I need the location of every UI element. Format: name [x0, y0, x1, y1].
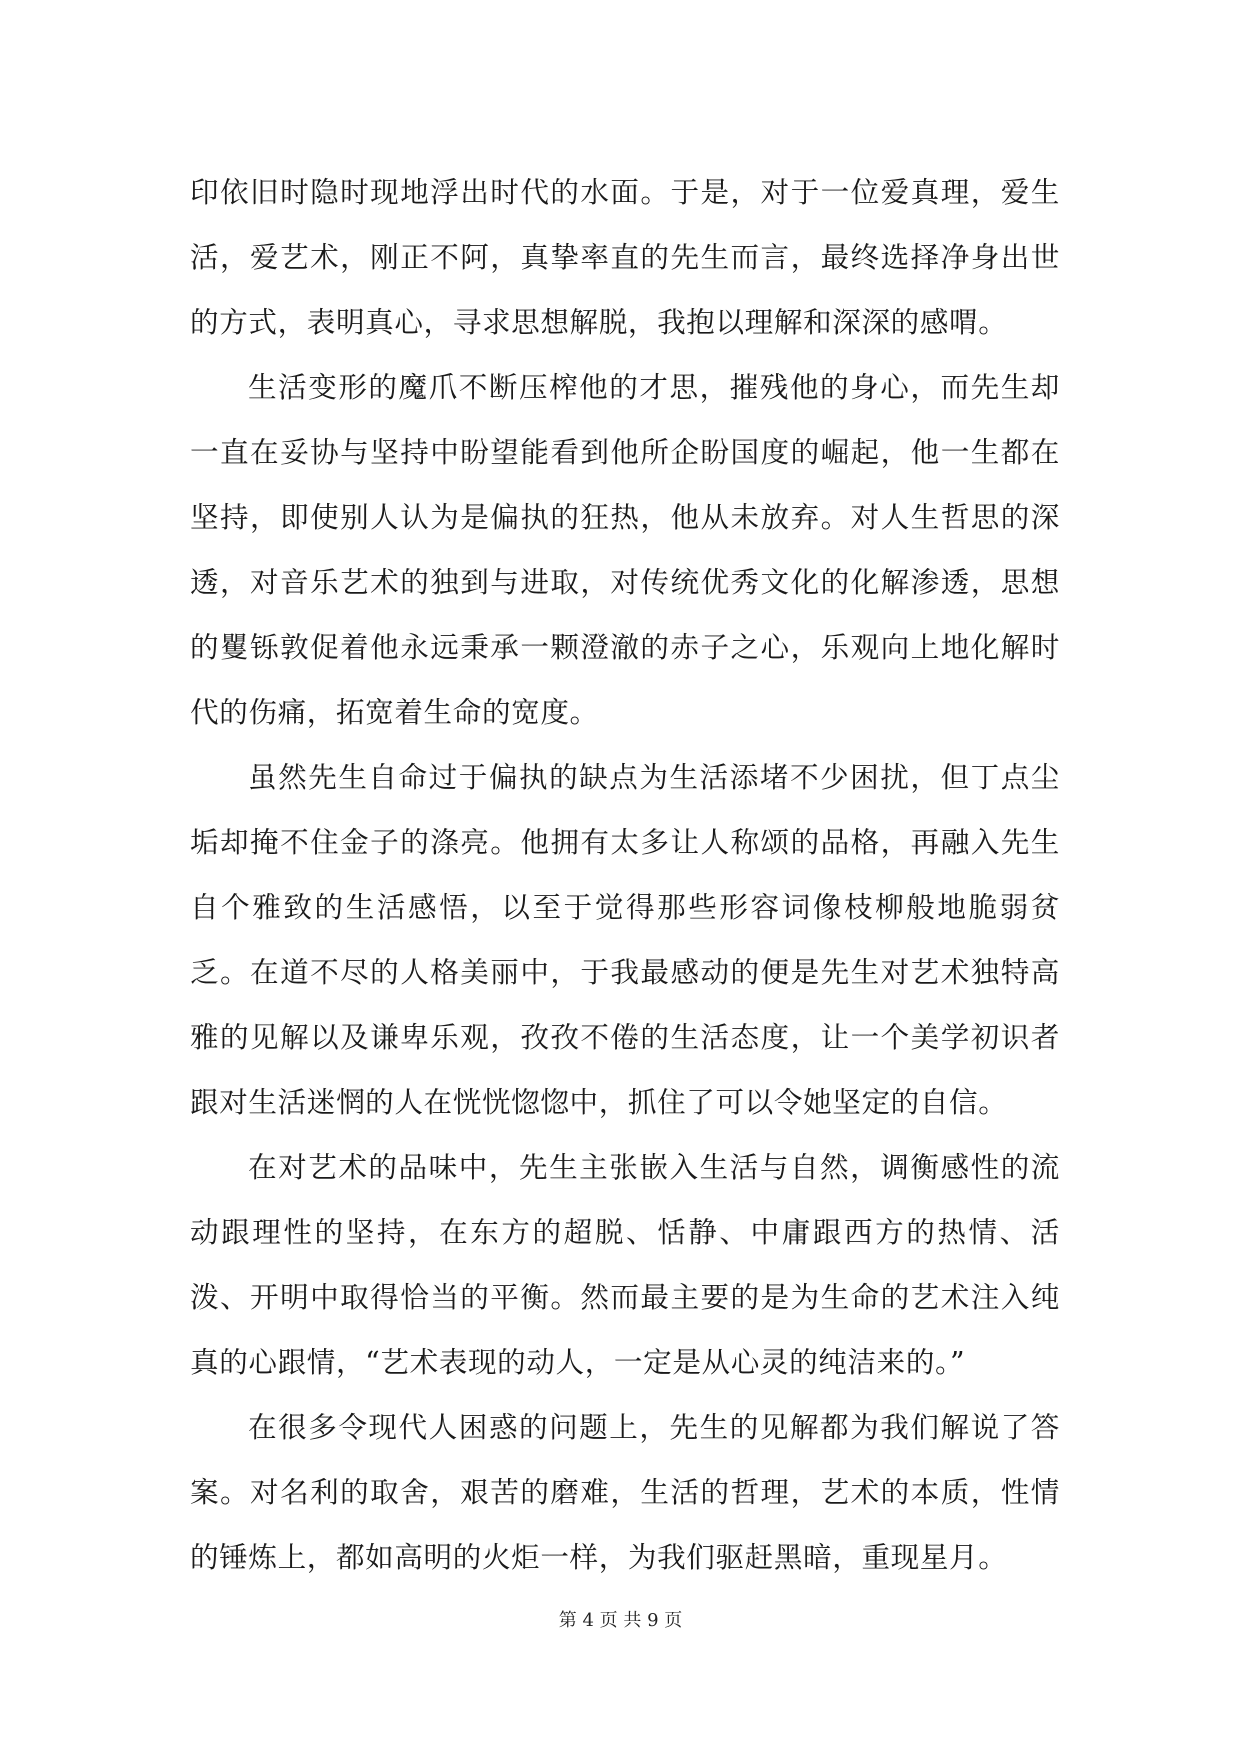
paragraph-4: 在对艺术的品味中，先生主张嵌入生活与自然，调衡感性的流动跟理性的坚持，在东方的超脱、恬静、中庸跟西方的热情、活泼、开明中取得恰当的平衡。然而最主要的是为生命的艺术注入纯真的心跟情，“艺术表现的动人，一定是从心灵的纯洁来的。” — [190, 1150, 1060, 1379]
paragraph-5: 在很多令现代人困惑的问题上，先生的见解都为我们解说了答案。对名利的取舍，艰苦的磨难，生活的哲理，艺术的本质，性情的锤炼上，都如高明的火炬一样，为我们驱赶黑暗，重现星月。 — [190, 1410, 1060, 1574]
page-footer: 第 4 页 共 9 页 — [558, 1610, 683, 1631]
document-body — [190, 160, 1060, 1590]
paragraph-2: 生活变形的魔爪不断压榨他的才思，摧残他的身心，而先生却一直在妥协与坚持中盼望能看到他所企盼国度的崛起，他一生都在坚持，即使别人认为是偏执的狂热，他从未放弃。对人生哲思的深透，对音乐艺术的独到与进取，对传统优秀文化的化解渗透，思想的矍铄敦促着他永远秉承一颗澄澈的赤子之心，乐观向上地化解时代的伤痛，拓宽着生命的宽度。 — [190, 370, 1060, 729]
paragraph-1: 印依旧时隐时现地浮出时代的水面。于是，对于一位爱真理，爱生活，爱艺术，刚正不阿，真挚率直的先生而言，最终选择净身出世的方式，表明真心，寻求思想解脱，我抱以理解和深深的感喟。 — [190, 175, 1060, 339]
paragraph-3: 虽然先生自命过于偏执的缺点为生活添堵不少困扰，但丁点尘垢却掩不住金子的涤亮。他拥有太多让人称颂的品格，再融入先生自个雅致的生活感悟，以至于觉得那些形容词像枝柳般地脆弱贫乏。在道不尽的人格美丽中，于我最感动的便是先生对艺术独特高雅的见解以及谦卑乐观，孜孜不倦的生活态度，让一个美学初识者跟对生活迷惘的人在恍恍惚惚中，抓住了可以令她坚定的自信。 — [190, 760, 1060, 1119]
